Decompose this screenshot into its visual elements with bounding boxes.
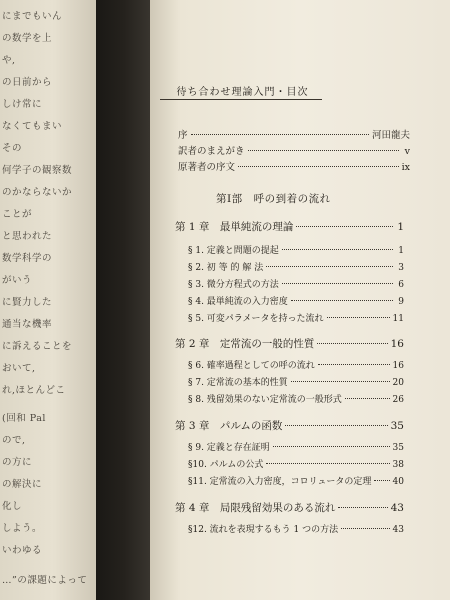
section-entry: §12. 流れを表現するもう 1 つの方法 43 <box>188 522 404 535</box>
section-entry: § 3. 微分方程式の方法 6 <box>188 277 404 290</box>
chapter-entry: 第 3 章 パルムの函数 35 <box>175 418 404 433</box>
toc-entry: 序 河田龍夫 <box>178 127 410 141</box>
left-page-text: (回和 Pal <box>2 413 46 424</box>
left-page-text: ので, <box>2 435 26 446</box>
chapter-entry: 第 2 章 定常流の一般的性質 16 <box>175 336 404 351</box>
section-entry: § 2. 初 等 的 解 法 3 <box>188 260 404 273</box>
left-page-text: 通当な機率 <box>2 319 53 330</box>
left-page-text: や, <box>2 55 16 66</box>
left-page-text: の数学を上 <box>2 33 53 44</box>
section-entry: § 6. 確率過程としての呼の流れ 16 <box>188 358 404 371</box>
left-page-text: しけ常に <box>2 99 43 110</box>
section-entry: §11. 定常流の入力密度，コロリュータの定理 40 <box>188 474 404 487</box>
left-page-text: 何学子の観察数 <box>2 165 73 176</box>
section-entry: § 8. 残留効果のない定常流の一般形式 26 <box>188 392 404 405</box>
left-page-text: しよう。 <box>2 523 43 534</box>
left-page-text: その <box>2 143 23 154</box>
left-page <box>0 0 96 600</box>
left-page-text: いわゆる <box>2 545 43 556</box>
section-entry: § 1. 定義と問題の提起 1 <box>188 243 404 256</box>
title-underline <box>160 99 322 100</box>
left-page-text: …”の課題によって <box>2 575 88 586</box>
toc-entry: 原著者の序文 ix <box>178 159 410 173</box>
chapter-entry: 第 1 章 最単純流の理論 1 <box>175 219 404 234</box>
left-page-text: のかならないか <box>2 187 73 198</box>
section-entry: § 7. 定常流の基本的性質 20 <box>188 375 404 388</box>
section-entry: § 4. 最単純流の入力密度 9 <box>188 294 404 307</box>
left-page-text: に訴えることを <box>2 341 73 352</box>
left-page-text: おいて, <box>2 363 36 374</box>
left-page-text: の方に <box>2 457 33 468</box>
left-page-text: と思われた <box>2 231 53 242</box>
section-entry: § 9. 定義と存在証明 35 <box>188 440 404 453</box>
left-page-text: がいう <box>2 275 33 286</box>
left-page-text: れ,ほとんどこ <box>2 385 66 396</box>
left-page-text: に賢力した <box>2 297 53 308</box>
left-page-text: の解決に <box>2 479 43 490</box>
chapter-entry: 第 4 章 局限残留効果のある流れ 43 <box>175 500 404 515</box>
left-page-text: の日前から <box>2 77 53 88</box>
left-page-text: 化し <box>2 501 23 512</box>
left-page-text: なくてもまい <box>2 121 63 132</box>
toc-title: 待ち合わせ理論入門・目次 <box>176 87 309 98</box>
section-entry: §10. パルムの公式 38 <box>188 457 404 470</box>
part-heading: 第Ⅰ部 呼の到着の流れ <box>216 193 331 205</box>
left-page-text: にまでもいん <box>2 11 63 22</box>
toc-entry: 訳者のまえがき v <box>178 143 410 157</box>
left-page-text: ことが <box>2 209 33 220</box>
book-gutter <box>96 0 152 600</box>
left-page-text: 数学科学の <box>2 253 53 264</box>
section-entry: § 5. 可変パラメータを持った流れ 11 <box>188 311 404 324</box>
